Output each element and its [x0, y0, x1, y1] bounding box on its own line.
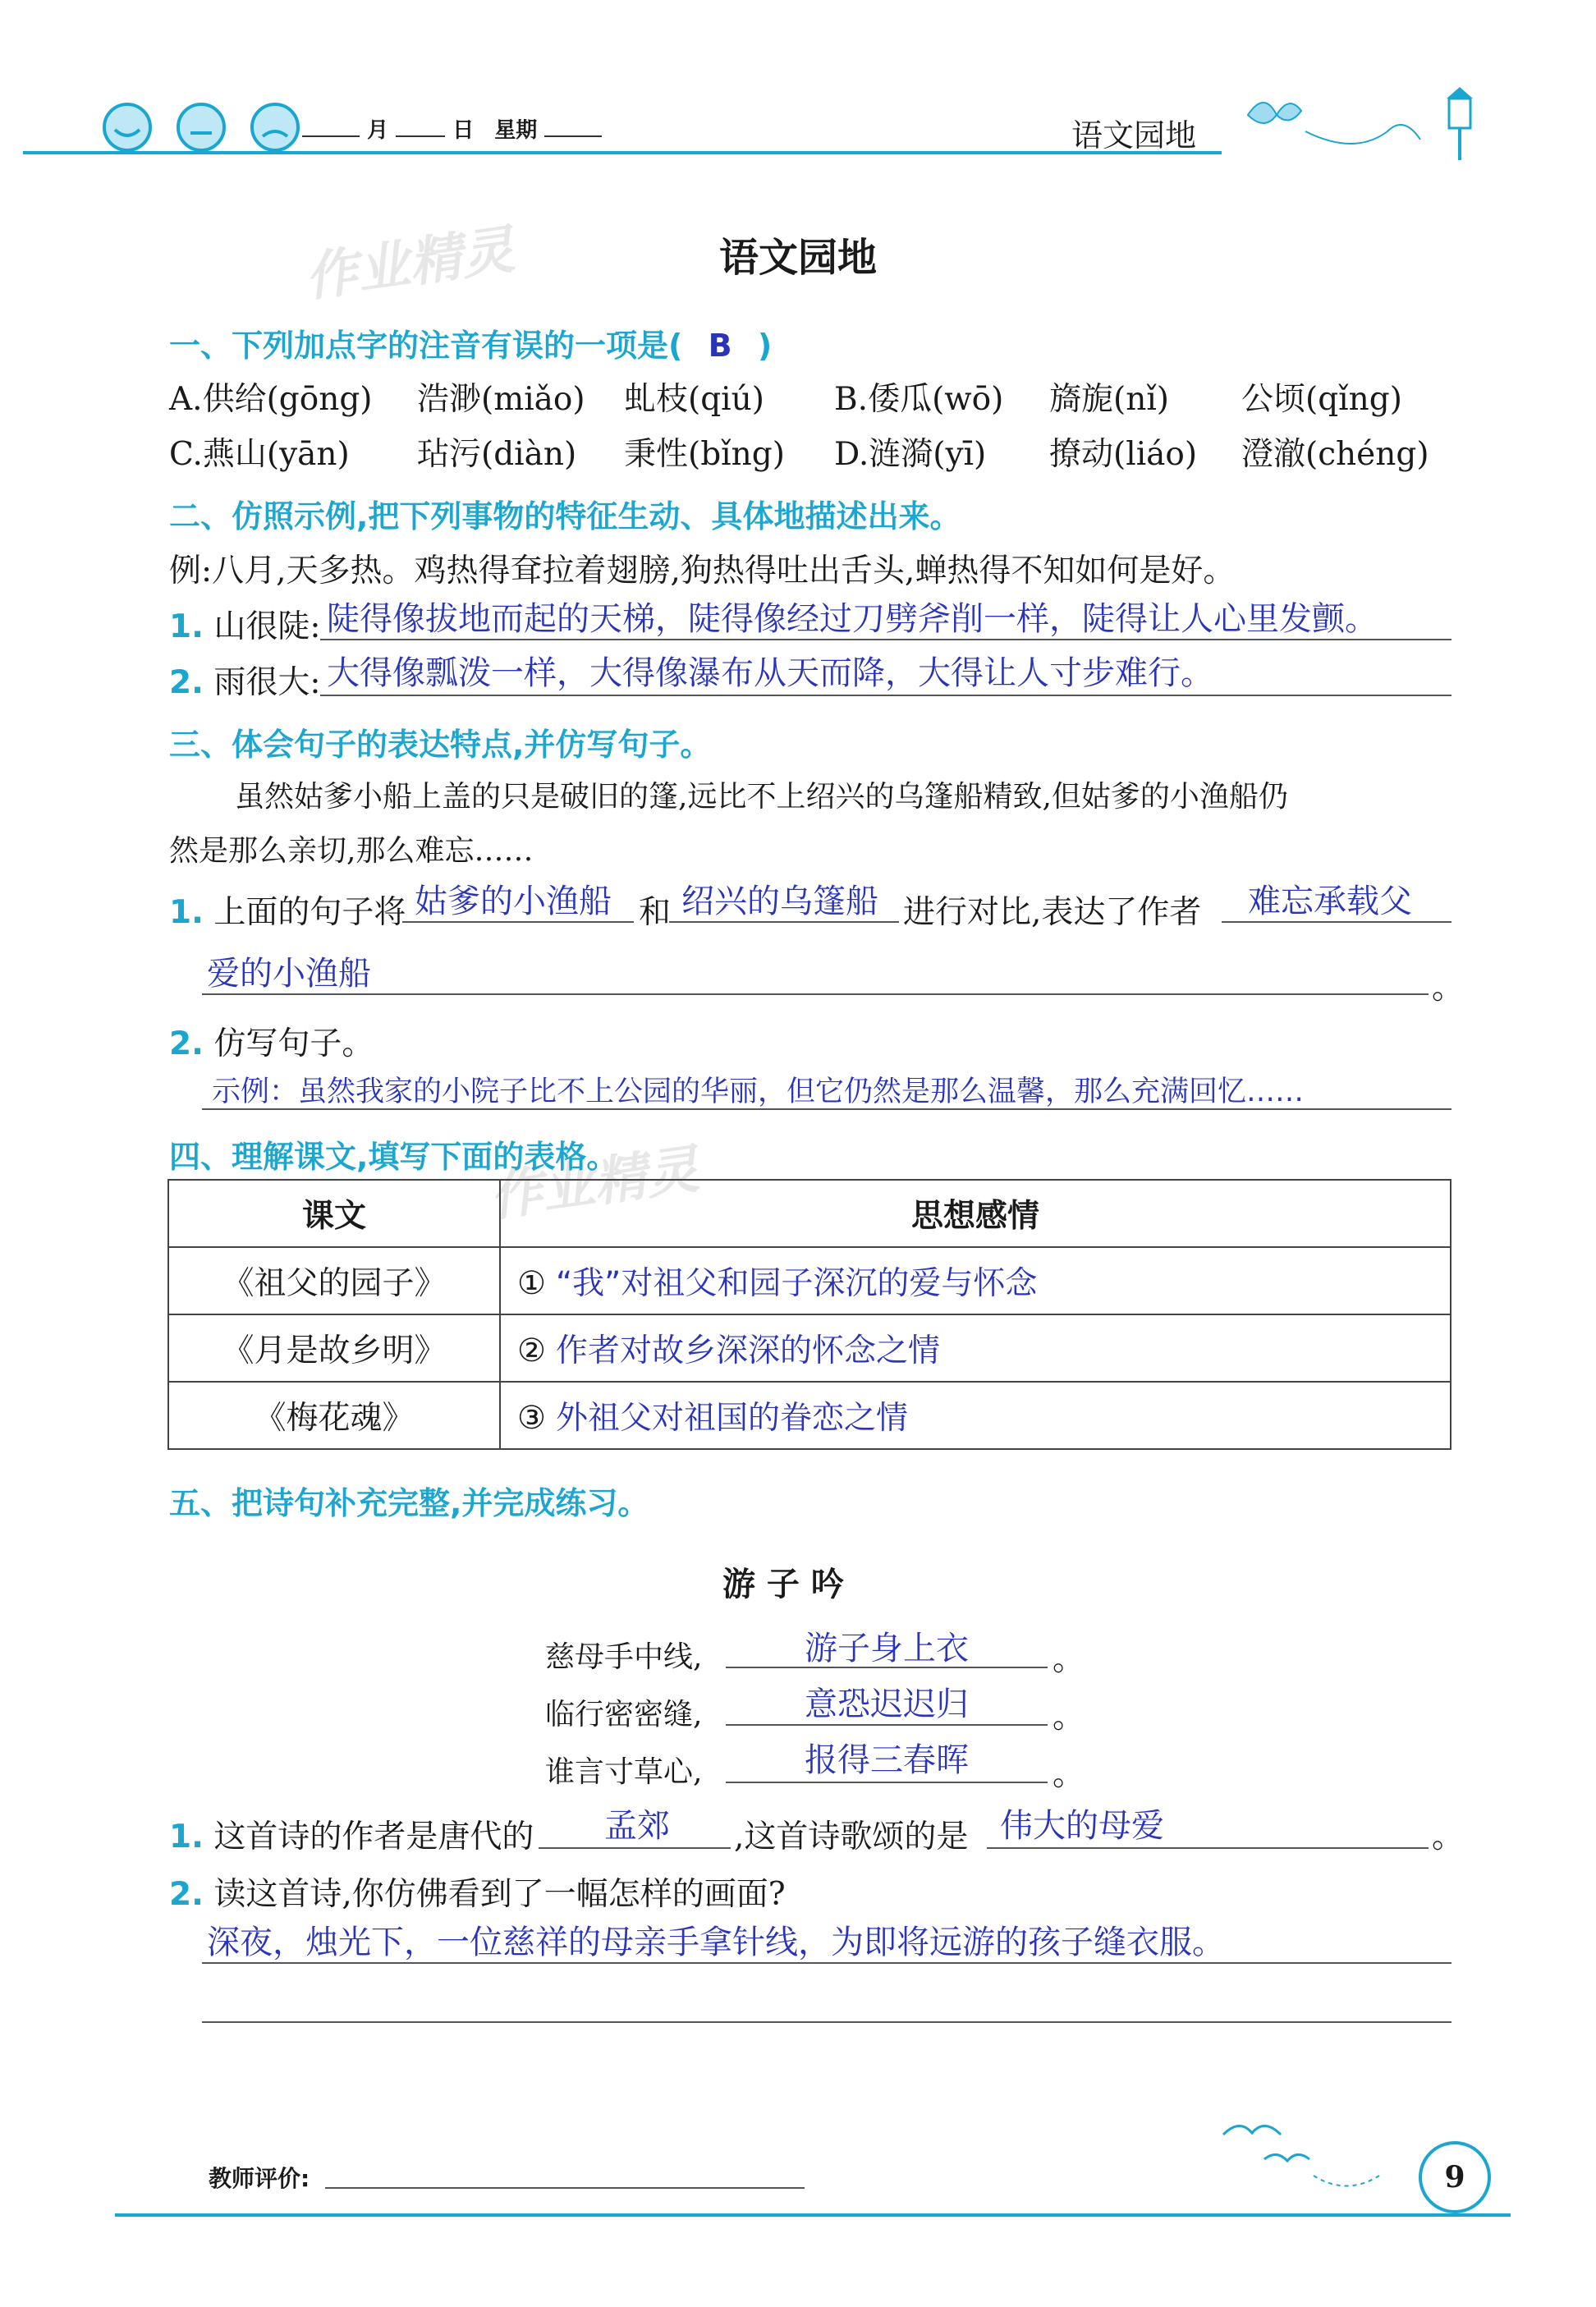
birds-icon	[1215, 2110, 1429, 2200]
option-item: 倭瓜(wō)	[868, 381, 1004, 418]
butterfly-lamp-icon	[1231, 82, 1494, 164]
sec2-example: 例:八月,天多热。鸡热得耷拉着翅膀,狗热得吐出舌头,蝉热得不知如何是好。	[169, 553, 1236, 589]
page-number: 9	[1444, 2160, 1465, 2195]
table-row	[168, 1382, 1451, 1449]
watermark-top: 作业精灵	[300, 219, 518, 310]
table-row	[168, 1314, 1451, 1382]
sec5-q2-answer: 深夜，烛光下，一位慈祥的母亲手拿针线，为即将远游的孩子缝衣服。	[207, 1924, 1225, 1961]
watermark-mid: 作业精灵	[485, 1139, 703, 1229]
q-number: 2.	[169, 1025, 204, 1062]
sec2-q2	[169, 657, 321, 703]
poem-line-3-rule	[726, 1782, 1048, 1783]
table-header-text: 课文	[168, 1180, 500, 1247]
sec5-q1-pre: 这首诗的作者是唐代的	[213, 1819, 534, 1855]
date-day-label: 日	[452, 118, 475, 143]
sec2-q2-line	[320, 695, 1452, 696]
q-number: 1.	[169, 894, 204, 931]
sec3-q1-a2: 绍兴的乌篷船	[681, 883, 878, 920]
date-month-label: 月	[367, 118, 389, 143]
poem-title: 游 子 吟	[722, 1566, 844, 1603]
sec1-option-a3: 虬枝(qiú)	[624, 381, 764, 418]
option-prefix: B.	[834, 381, 869, 418]
table-header-feeling: 思想感情	[500, 1180, 1451, 1247]
sec1-option-a	[169, 374, 373, 420]
sec2-q1-line	[320, 639, 1452, 640]
sec1-option-b2: 旖旎(nǐ)	[1049, 381, 1170, 418]
footer-birds	[1215, 2110, 1429, 2204]
sec3-q2	[169, 1018, 374, 1064]
sec3-q1-end: 。	[1432, 970, 1465, 1007]
sec3-passage-l2: 然是那么亲切,那么难忘……	[169, 834, 534, 868]
sec3-q1-line1	[402, 921, 634, 923]
sec3-q1-a4: 爱的小渔船	[207, 955, 371, 993]
poem-line-3-answer: 报得三春晖	[805, 1741, 969, 1779]
teacher-eval-label: 教师评价:	[209, 2165, 310, 2192]
sec3-title: 三、体会句子的表达特点,并仿写句子。	[169, 727, 712, 763]
poem-line-2-answer: 意恐迟迟归	[805, 1686, 969, 1723]
table-cell-text: 《月是故乡明》	[168, 1314, 500, 1382]
sec3-q1-a1: 姑爹的小渔船	[415, 883, 612, 920]
header-rule	[23, 151, 1222, 154]
q-number: 1.	[169, 608, 204, 645]
poem-line-1-given: 慈母手中线,	[545, 1640, 703, 1674]
header-ornament	[1231, 82, 1494, 167]
sec2-q1-answer: 陡得像拔地而起的天梯，陡得像经过刀劈斧削一样，陡得让人心里发颤。	[327, 600, 1378, 638]
sec3-q1-pre: 上面的句子将	[213, 894, 406, 931]
sec5-q2	[169, 1869, 786, 1915]
sec5-q2-line2	[202, 2021, 1452, 2023]
q-number: 2.	[169, 1876, 204, 1913]
table-cell-text: 《祖父的园子》	[168, 1247, 500, 1314]
sec2-q2-label: 雨很大:	[213, 664, 321, 701]
sec2-q1	[169, 601, 321, 647]
sec1-title	[169, 320, 772, 365]
sec3-q1-mid: 和	[639, 894, 672, 931]
table-cell-text: 《梅花魂》	[168, 1382, 500, 1449]
header-decor-faces	[99, 99, 312, 159]
q-number: 2.	[169, 664, 204, 701]
sec1-option-c2: 玷污(diàn)	[417, 436, 577, 473]
row-number: ②	[517, 1332, 546, 1369]
sec2-title: 二、仿照示例,把下列事物的特征生动、具体地描述出来。	[169, 498, 961, 534]
sec1-option-c	[169, 429, 350, 475]
sec1-option-d3: 澄澈(chéng)	[1241, 436, 1429, 473]
sec1-option-d	[834, 429, 986, 475]
table-cell-feeling	[500, 1247, 1451, 1314]
table-header-row	[168, 1180, 1451, 1247]
sec3-q1-line4	[202, 993, 1429, 995]
sec5-q1-end: 。	[1432, 1819, 1465, 1855]
row-number: ③	[517, 1400, 546, 1437]
sec1-option-d2: 撩动(liáo)	[1049, 436, 1198, 473]
sec5-q2-line1	[202, 1962, 1452, 1964]
sec1-answer: B	[708, 328, 732, 364]
poem-line-1-end: 。	[1053, 1641, 1085, 1678]
sec3-q1-a3: 难忘承载父	[1248, 883, 1412, 920]
sec5-q2-label: 读这首诗,你仿佛看到了一幅怎样的画面?	[213, 1876, 786, 1913]
date-week-label: 星期	[494, 118, 538, 143]
teacher-eval-line	[325, 2187, 805, 2189]
sec5-q1-mid: ,这首诗歌颂的是	[734, 1819, 969, 1855]
option-prefix: A.	[169, 381, 203, 418]
row-answer: “我”对祖父和园子深沉的爱与怀念	[555, 1265, 1038, 1302]
sec3-passage-l1: 虽然姑爹小船上盖的只是破旧的篷,远比不上绍兴的乌篷船精致,但姑爹的小渔船仍	[235, 780, 1288, 814]
sec1-title-text: 一、下列加点字的注音有误的一项是(	[169, 328, 683, 364]
poem-line-1-rule	[726, 1667, 1048, 1668]
sec5-q1	[169, 1811, 534, 1857]
poem-line-3-given: 谁言寸草心,	[545, 1755, 703, 1789]
sec5-q1-line2	[987, 1847, 1429, 1849]
sec3-q2-answer: 示例：虽然我家的小院子比不上公园的华丽，但它仍然是那么温馨，那么充满回忆……	[212, 1076, 1305, 1108]
sec2-q2-answer: 大得像瓢泼一样，大得像瀑布从天而降，大得让人寸步难行。	[327, 654, 1213, 692]
option-item: 燕山(yān)	[202, 436, 350, 473]
sec1-close: )	[757, 328, 773, 364]
sec5-q1-line1	[539, 1847, 731, 1849]
feelings-table	[167, 1179, 1452, 1450]
sec3-q1	[169, 887, 406, 933]
option-item: 涟漪(yī)	[869, 436, 987, 473]
sec1-option-b3: 公顷(qǐng)	[1241, 381, 1402, 418]
smiley-faces-icon	[99, 99, 312, 156]
poem-line-2-end: 。	[1053, 1699, 1085, 1736]
table-cell-feeling	[500, 1314, 1451, 1382]
sec3-q1-line2	[669, 921, 899, 923]
row-answer: 外祖父对祖国的眷恋之情	[555, 1400, 908, 1437]
page-title: 语文园地	[719, 235, 878, 281]
row-number: ①	[517, 1265, 546, 1302]
footer-rule	[115, 2213, 1511, 2217]
table-row	[168, 1247, 1451, 1314]
page-number-badge	[1419, 2141, 1491, 2213]
sec3-q2-label: 仿写句子。	[213, 1025, 374, 1062]
poem-line-1-answer: 游子身上衣	[805, 1630, 969, 1667]
sec3-q2-line	[202, 1108, 1452, 1110]
poem-line-2-rule	[726, 1724, 1048, 1726]
row-answer: 作者对故乡深深的怀念之情	[555, 1332, 940, 1369]
sec4-title: 四、理解课文,填写下面的表格。	[169, 1139, 618, 1175]
sec3-q1-post: 进行对比,表达了作者	[903, 894, 1202, 931]
sec5-q1-a1: 孟郊	[604, 1807, 670, 1845]
sec3-q1-line3	[1222, 921, 1452, 923]
header-date	[302, 113, 602, 144]
poem-line-2-given: 临行密密缝,	[545, 1698, 703, 1731]
header-title: 语文园地	[1071, 117, 1197, 154]
poem-line-3-end: 。	[1053, 1756, 1085, 1793]
option-item: 供给(gōng)	[202, 381, 373, 418]
option-prefix: C.	[169, 436, 203, 473]
option-prefix: D.	[834, 436, 869, 473]
sec5-title: 五、把诗句补充完整,并完成练习。	[169, 1485, 649, 1521]
sec1-option-b	[834, 374, 1003, 420]
table-cell-feeling	[500, 1382, 1451, 1449]
sec1-option-c3: 秉性(bǐng)	[624, 436, 785, 473]
sec1-option-a2: 浩渺(miǎo)	[417, 381, 585, 418]
sec2-q1-label: 山很陡:	[213, 608, 321, 645]
q-number: 1.	[169, 1819, 204, 1855]
sec5-q1-a2: 伟大的母爱	[1000, 1807, 1164, 1845]
